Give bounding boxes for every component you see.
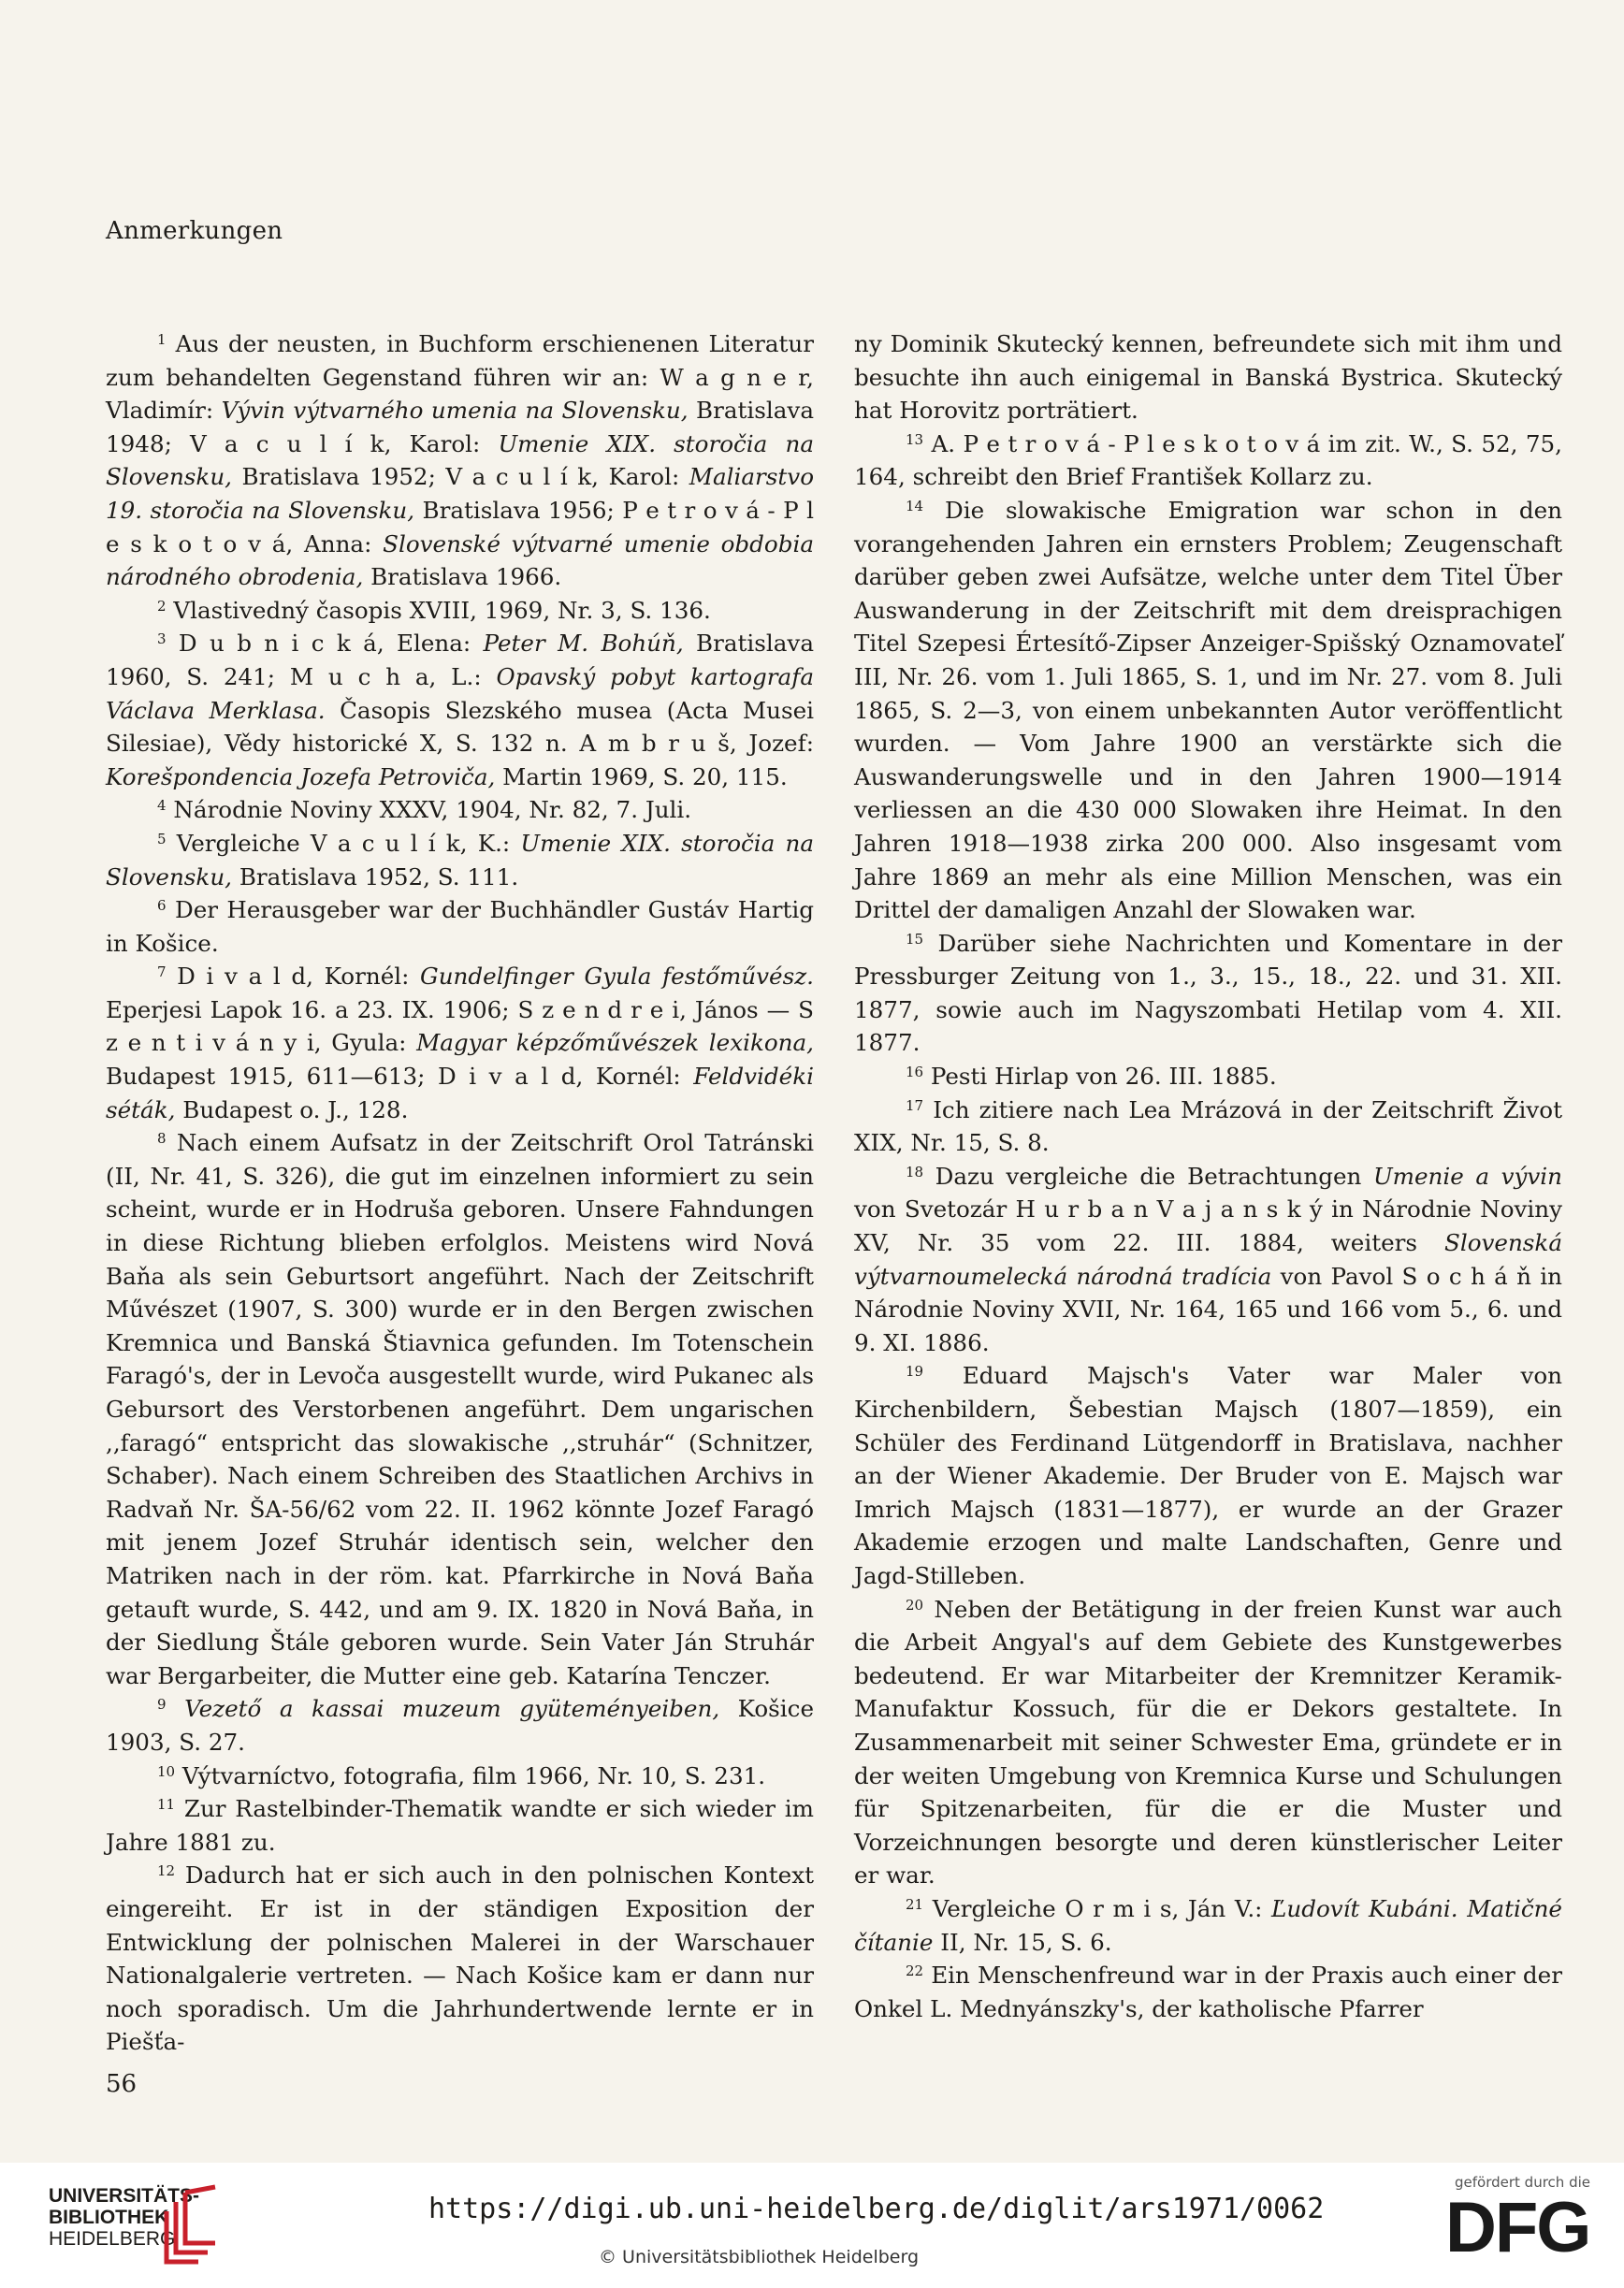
footnote-number: 22 [906,1962,924,1980]
logo-line: HEIDELBERG [49,2228,176,2250]
page-heading: Anmerkungen [106,217,283,245]
footnote: $^{22}$ Ein Menschenfreund war in der Praxis auch einer der Onkel L. Mednyánszky's, der katholische Pfarrer [854,1962,1562,2022]
footnote: $^9$ Vezető a kassai muzeum gyüteményeiben, Košice 1903, S. 27. [106,1695,814,1756]
footnote-number: 17 [906,1096,924,1114]
footnote-number: 5 [157,830,167,847]
footnote-number: 3 [157,630,167,648]
footnote-number: 1 [157,331,167,348]
footnote: $^7$ D i v a l d, Kornél: Gundelfinger Gyula festőművész. Eperjesi Lapok 16. a 23. IX. 1906; S z e n d r e i, János — S z e n t i v á n y i, Gyula: Magyar képzőművészek lexikona, Budapest 1915, 611—613; D i v a l d, Kornél: Feldvidéki séták, Budapest o. J., 128. [106,963,814,1123]
footnote-number: 10 [157,1762,176,1780]
library-seal-icon [161,2183,219,2266]
footnote-number: 8 [157,1130,167,1148]
footnote-continuation: ny Dominik Skutecký kennen, befreundete sich mit ihm und besuchte ihn auch einigemal in Banská Bystrica. Skutecký hat Horovitz porträtiert. [854,330,1562,425]
footnote: $^5$ Vergleiche V a c u l í k, K.: Umenie XIX. storočia na Slovensku, Bratislava 1952, S. 111. [106,829,814,891]
footnote-number: 13 [906,430,924,448]
footnote: $^{19}$ Eduard Majsch's Vater war Maler von Kirchenbildern, Šebestian Majsch (1807—1859), ein Schüler des Ferdinand Lütgendorff in Bratislava, nachher an der Wiener Akademie. Der Bruder von E. Majsch war Imrich Majsch (1831—1877), er wurde an der Grazer Akademie erzogen und malte Landschaften, Genre und Jagd-Stilleben. [854,1362,1562,1589]
footnote-number: 4 [157,797,167,815]
digitization-footer [0,2163,1624,2288]
footnote: $^1$ Aus der neusten, in Buchform erschienenen Literatur zum behandelten Gegenstand führen wir an: W a g n e r, Vladimír: Vývin výtvarného umenia na Slovensku, Bratislava 1948; V a c u l í k, Karol: Umenie XIX. storočia na Slovensku, Bratislava 1952; V a c u l í k, Karol: Maliarstvo 19. storočia na Slovensku, Bratislava 1956; P e t r o v á - P l e s k o t o v á, Anna: Slovenské výtvarné umenie obdobia národného obrodenia, Bratislava 1966. [106,330,814,591]
footnote-number: 20 [906,1596,924,1614]
notes-column-right [854,327,1562,2025]
footnote: $^3$ D u b n i c k á, Elena: Peter M. Bohúň, Bratislava 1960, S. 241; M u c h a, L.: Opavský pobyt kartografa Václava Merklasa. Časopis Slezského musea (Acta Musei Silesiae), Vědy historické X, S. 132 n. A m b r u š, Jozef: Korešpondencia Jozefa Petroviča, Martin 1969, S. 20, 115. [106,630,814,790]
footnote-number: 6 [157,897,167,915]
footnote-number: 7 [157,963,167,981]
logo-line: UNIVERSITÄTS- [49,2185,200,2207]
footnote-number: 21 [906,1895,924,1913]
notes-column-left [106,327,814,2059]
footnote-number: 12 [157,1862,176,1880]
copyright-notice: © Universitätsbibliothek Heidelberg [599,2247,920,2267]
footnote: $^2$ Vlastivedný časopis XVIII, 1969, Nr. 3, S. 136. [157,596,711,624]
funding-caption: gefördert durch die [1455,2174,1590,2191]
footnote: $^{20}$ Neben der Betätigung in der freien Kunst war auch die Arbeit Angyal's auf dem Gebiete des Kunstgewerbes bedeutend. Er war Mitarbeiter der Kremnitzer Keramik-Manufaktur Kossuch, für die er Dekors gestaltete. In Zusammenarbeit mit seiner Schwester Ema, gründete er in der weiten Umgebung von Kremnica Kurse und Schulungen für Spitzenarbeiten, für die er die Muster und Vorzeichnungen besorgte und deren künstlerischer Leiter er war. [854,1595,1562,1890]
footnote: $^4$ Národnie Noviny XXXV, 1904, Nr. 82, 7. Juli. [157,796,692,824]
footnote-number: 14 [906,497,924,514]
footnote: $^{10}$ Výtvarníctvo, fotografia, film 1966, Nr. 10, S. 231. [157,1761,766,1789]
footnote: $^{15}$ Darüber siehe Nachrichten und Komentare in der Pressburger Zeitung von 1., 3., 15., 18., 22. und 31. XII. 1877, sowie auch im Nagyszombati Hetilap vom 4. XII. 1877. [854,929,1562,1057]
page-number: 56 [106,2070,138,2098]
footnote: $^6$ Der Herausgeber war der Buchhändler Gustáv Hartig in Košice. [106,896,814,957]
footnote: $^8$ Nach einem Aufsatz in der Zeitschrift Orol Tatránski (II, Nr. 41, S. 326), die gut im einzelnen informiert zu sein scheint, wurde er in Hodruša geboren. Unsere Fahndungen in diese Richtung blieben erfolglos. Meistens wird Nová Baňa als sein Geburtsort angeführt. Nach der Zeitschrift Művészet (1907, S. 300) wurde er in den Bergen zwischen Kremnica und Banská Štiavnica gefunden. Im Totenschein Faragó's, der in Levoča ausgestellt wurde, wird Pukanec als Gebursort des Verstorbenen angeführt. Dem ungarischen ,,faragó“ entspricht das slowakische ,,struhár“ (Schnitzer, Schaber). Nach einem Schreiben des Staatlichen Archivs in Radvaň Nr. ŠA-56/62 vom 22. II. 1962 könnte Jozef Faragó mit jenem Jozef Struhár identisch sein, welcher den Matriken nach in der röm. kat. Pfarrkirche in Nová Baňa getauft wurde, S. 442, und am 9. IX. 1820 in Nová Baňa, in der Siedlung Štále geboren wurde. Sein Vater Ján Struhár war Bergarbeiter, die Mutter eine geb. Katarína Tenczer. [106,1129,814,1689]
logo-line: BIBLIOTHEK [49,2207,169,2228]
footnote: $^{11}$ Zur Rastelbinder-Thematik wandte er sich wieder im Jahre 1881 zu. [106,1795,814,1856]
footnote-number: 19 [906,1363,924,1381]
footnote: $^{14}$ Die slowakische Emigration war schon in den vorangehenden Jahren ein ernsters Problem; Zeugenschaft darüber geben zwei Aufsätze, welche unter dem Titel Über Auswanderung in der Zeitschrift mit dem dreisprachigen Titel Szepesi Értesítő-Zipser Anzeiger-Spišský Oznamovateľ III, Nr. 26. vom 1. Juli 1865, S. 1, und im Nr. 27. vom 8. Juli 1865, S. 2—3, von einem unbekannten Autor veröffentlicht wurden. — Vom Jahre 1900 an verstärkte sich die Auswanderungswelle und in den Jahren 1900—1914 verliessen an die 430 000 Slowaken ihre Heimat. In den Jahren 1918—1938 zirka 200 000. Also insgesamt vom Jahre 1869 an mehr als eine Million Menschen, was ein Drittel der damaligen Anzahl der Slowaken war. [854,496,1562,924]
permalink-url[interactable]: https://digi.ub.uni-heidelberg.de/diglit/ars1971/0062 [428,2193,1325,2225]
footnote: $^{21}$ Vergleiche O r m i s, Ján V.: Ľudovít Kubáni. Matičné čítanie II, Nr. 15, S. 6. [854,1894,1562,1956]
footnote: $^{18}$ Dazu vergleiche die Betrachtungen Umenie a vývin von Svetozár H u r b a n V a j a n s k ý in Národnie Noviny XV, Nr. 35 vom 22. III. 1884, weiters Slovenská výtvarnoumelecká národná tradícia von Pavol S o c h á ň in Národnie Noviny XVII, Nr. 164, 165 und 166 vom 5., 6. und 9. XI. 1886. [854,1162,1563,1356]
footnote-number: 9 [157,1696,167,1714]
footnote-number: 11 [157,1796,176,1814]
footnote-number: 15 [906,930,924,948]
footnote: $^{12}$ Dadurch hat er sich auch in den polnischen Kontext eingereiht. Er ist in der ständigen Exposition der Entwicklung der polnischen Malerei in der Warschauer Nationalgalerie vertreten. — Nach Košice kam er dann nur noch sporadisch. Um die Jahrhundertwende lernte er in Piešťa- [106,1861,814,2056]
footnote: $^{17}$ Ich zitiere nach Lea Mrázová in der Zeitschrift Život XIX, Nr. 15, S. 8. [854,1095,1562,1157]
footnote-number: 2 [157,597,167,615]
footnote: $^{13}$ A. P e t r o v á - P l e s k o t o v á im zit. W., S. 52, 75, 164, schreibt den Brief František Kollarz zu. [854,429,1562,491]
footnote: $^{16}$ Pesti Hirlap von 26. III. 1885. [906,1063,1277,1091]
dfg-logo[interactable]: DFG [1445,2188,1590,2267]
footnote-number: 18 [906,1163,924,1180]
footnote-number: 16 [906,1064,924,1081]
